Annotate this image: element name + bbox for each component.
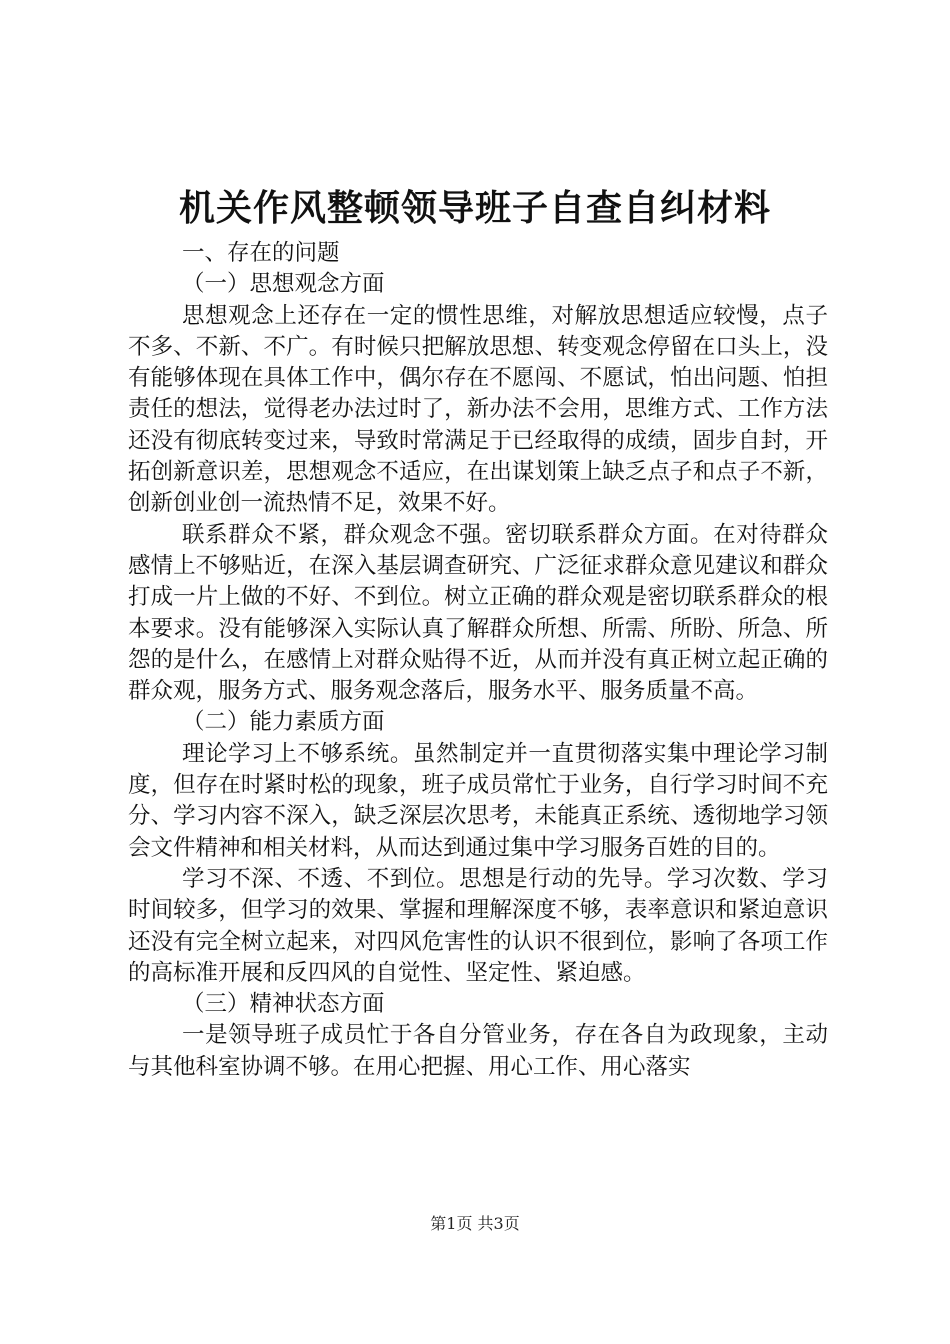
section-heading-problems: 一、存在的问题 <box>182 240 340 266</box>
subsection-heading-ability: （二）能力素质方面 <box>182 709 385 736</box>
page-footer: 第1页 共3页 <box>430 1214 520 1233</box>
document-title: 机关作风整顿领导班子自查自纠材料 <box>178 187 771 229</box>
document-body <box>128 238 828 1083</box>
subsection-heading-thinking: （一）思想观念方面 <box>182 271 385 298</box>
paragraph-theory-study: 理论学习上不够系统。虽然制定并一直贯彻落实集中理论学习制度，但存在时紧时松的现象，班子成员常忙于业务，自行学习时间不充分、学习内容不深入，缺乏深层次思考，未能真正系统、透彻地学习领会文件精神和相关材料，从而达到通过集中学习服务百姓的目的。 <box>128 740 828 861</box>
paragraph-leadership-coordination: 一是领导班子成员忙于各自分管业务，存在各自为政现象，主动与其他科室协调不够。在用心把握、用心工作、用心落实 <box>128 1022 828 1080</box>
paragraph-mass-contact: 联系群众不紧，群众观念不强。密切联系群众方面。在对待群众感情上不够贴近，在深入基层调查研究、广泛征求群众意见建议和群众打成一片上做的不好、不到位。树立正确的群众观是密切联系群众的根本要求。没有能够深入实际认真了解群众所想、所需、所盼、所急、所怨的是什么，在感情上对群众贴得不近，从而并没有真正树立起正确的群众观，服务方式、服务观念落后，服务水平、服务质量不高。 <box>128 521 828 705</box>
subsection-heading-spirit: （三）精神状态方面 <box>182 991 385 1018</box>
paragraph-thinking-inertia: 思想观念上还存在一定的惯性思维，对解放思想适应较慢，点子不多、不新、不广。有时候只把解放思想、转变观念停留在口头上，没有能够体现在具体工作中，偶尔存在不愿闯、不愿试，怕出问题、怕担责任的想法，觉得老办法过时了，新办法不会用，思维方式、工作方法还没有彻底转变过来，导致时常满足于已经取得的成绩，固步自封，开拓创新意识差，思想观念不适应，在出谋划策上缺乏点子和点子不新，创新创业创一流热情不足，效果不好。 <box>128 302 828 517</box>
paragraph-study-depth: 学习不深、不透、不到位。思想是行动的先导。学习次数、学习时间较多，但学习的效果、掌握和理解深度不够，表率意识和紧迫意识还没有完全树立起来，对四风危害性的认识不很到位，影响了各项工作的高标准开展和反四风的自觉性、坚定性、紧迫感。 <box>128 865 828 986</box>
